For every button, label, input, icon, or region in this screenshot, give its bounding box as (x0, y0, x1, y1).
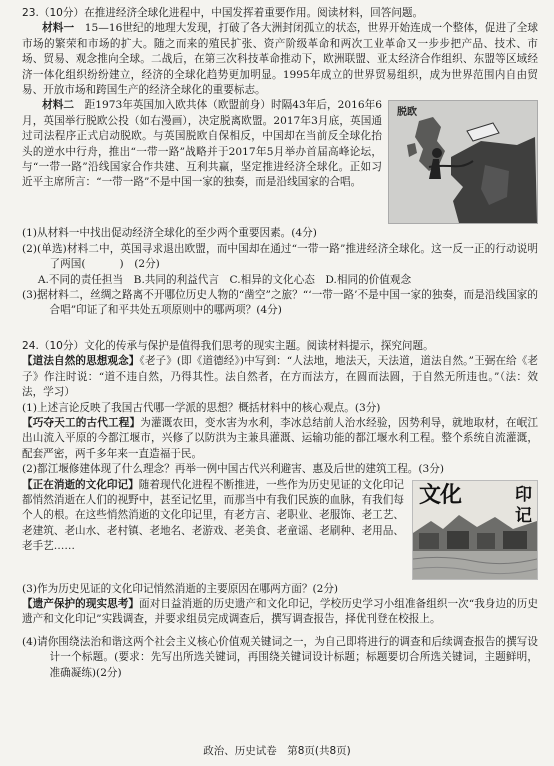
q23-heading: 23.（10分）在推进经济全球化进程中，中国发挥着重要作用。阅读材料，回答问题。 (22, 7, 424, 19)
cartoon-title: 脱欧 (397, 107, 417, 119)
page-footer: 政治、历史试卷 第8页(共8页) (203, 745, 351, 757)
question-points: ) (2分) (119, 258, 160, 271)
q23-question-2 (22, 242, 538, 273)
material-text: 15—16世纪的地理大发现，打破了各大洲封闭孤立的状态，世界开始连成一个整体，促进了全球市场的繁荣和市场的扩大。随之而来的殖民扩张、资产阶级革命和两次工业革命又一步步把产品、技术、市场、贸易、观念推向全球。二战后，在第三次科技革命推动下，欧洲联盟、亚太经济合作组织、东盟等区域经济一体化组织纷纷建立，经济的全球化趋势更加明显。1995年成立的世界贸易组织，成为世界范围内自由贸易、开放市场和跨国生产的经济全球化的重要标志。 (22, 22, 539, 97)
q24-question-4: (4)请你围绕法治和谐这两个社会主义核心价值观关键词之一，为自己即将进行的调查和后续调查报告的撰写设计一个标题。(要求：先写出所选关键词，再围绕关键词设计标题；标题要切合所选关键词，主题鲜明，准确凝练)(2分) (22, 635, 538, 679)
q23-question-1: (1)从材料一中找出促动经济全球化的至少两个重要因素。(4分) (22, 227, 317, 240)
q23-question-3: (3)据材料二，丝绸之路离不开哪位历史人物的“凿空”之旅？“‘一带一路’不是中国一家的独奏，而是沿线国家的合唱”印证了和平共处五项原则中的哪两项？(4分) (22, 289, 538, 317)
brexit-cartoon (388, 100, 538, 224)
section-label: 【巧夺天工的古代工程】 (22, 416, 141, 429)
q24-section-1 (22, 354, 538, 400)
section-text: 为灌溉农田，变水害为水利，李冰总结前人治水经验，因势利导，就地取材，在岷江出山流入平原的今都江堰市，兴修了以防洪为主兼具灌溉、运输功能的都江堰水利工程。整个系统自流灌溉，配套严密，两千多年来一直造福于民。 (22, 416, 539, 460)
q24-question-1: (1)上述言论反映了我国古代哪一学派的思想？概括材料中的核心观点。(3分) (22, 401, 381, 414)
section-text: 面对日益消逝的历史遗产和文化印记，学校历史学习小组准备组织一次“我身边的历史遗产和文化印记”实践调查，并要求组员完成调查后，撰写调查报告，择优刊登在校报上。 (22, 597, 538, 626)
material-label: 材料二 (42, 99, 75, 112)
section-label: 【道法自然的思想观念】 (22, 355, 140, 368)
question-text: (2)(单选)材料二中，英国寻求退出欧盟，而中国却在通过“一带一路”推进经济全球化。这一反一正的行动说明了两国( (22, 242, 538, 271)
cultural-imprint-image (412, 480, 538, 580)
q24-question-2: (2)都江堰修建体现了什么理念？再举一例中国古代兴利避害、惠及后世的建筑工程。(3分) (22, 463, 444, 476)
q23-material-1 (22, 21, 538, 98)
q24-heading: 24.（10分）文化的传承与保护是值得我们思考的现实主题。阅读材料提示，探究问题。 (22, 339, 434, 352)
exam-page (22, 6, 538, 681)
image-title: 文化 (419, 481, 462, 508)
material-label: 材料一 (42, 22, 75, 35)
q24-section-2 (22, 416, 538, 462)
image-side-title: 印记 (515, 484, 532, 526)
q23-question-2-options: A.不同的责任担当 B.共同的利益代言 C.相异的文化心态 D.相同的价值观念 (37, 273, 412, 286)
q24-section-4 (22, 597, 538, 628)
q24-question-3: (3)作为历史见证的文化印记悄然消逝的主要原因在哪两方面？(2分) (22, 582, 339, 595)
section-text: 《老子》(即《道德经》)中写到：“人法地，地法天，天法道，道法自然。”王弼在给《老子》作注时说：“道不违自然，乃得其性。法自然者，在方而法方，在圆而法圆，于自然无所违也。”（法：效法，学习） (22, 355, 539, 399)
section-label: 【遗产保护的现实思考】 (22, 597, 140, 610)
section-label: 【正在消逝的文化印记】 (22, 478, 139, 491)
material-text: 距1973年英国加入欧共体（欧盟前身）时隔43年后，2016年6月，英国举行脱欧公投（如右漫画），决定脱离欧盟。2017年3月底，英国通过司法程序正式启动脱欧。与英国脱欧自保相反，中国却在当前反全球化抬头的逆水中行舟，推出“一带一路”战略并于2017年5月举办首届高峰论坛，与“一带一路”沿线国家合作共建、互利共赢，坚定推进经济全球化。正如习近平主席所言：“一带一路”不是中国一家的独奏，而是沿线国家的合唱。 (22, 99, 383, 189)
section-text: 随着现代化进程不断推进，一些作为历史见证的文化印记都悄然消逝在人们的视野中，甚至记忆里，而那当中有我们民族的血脉，有我们每个人的根。在这些悄然消逝的文化印记里，有老方言、老职业、老服饰、老工艺、老建筑、老山水、老村镇、老地名、老游戏、老美食、老童谣、老刷种、老用品、老手艺…… (22, 478, 405, 553)
